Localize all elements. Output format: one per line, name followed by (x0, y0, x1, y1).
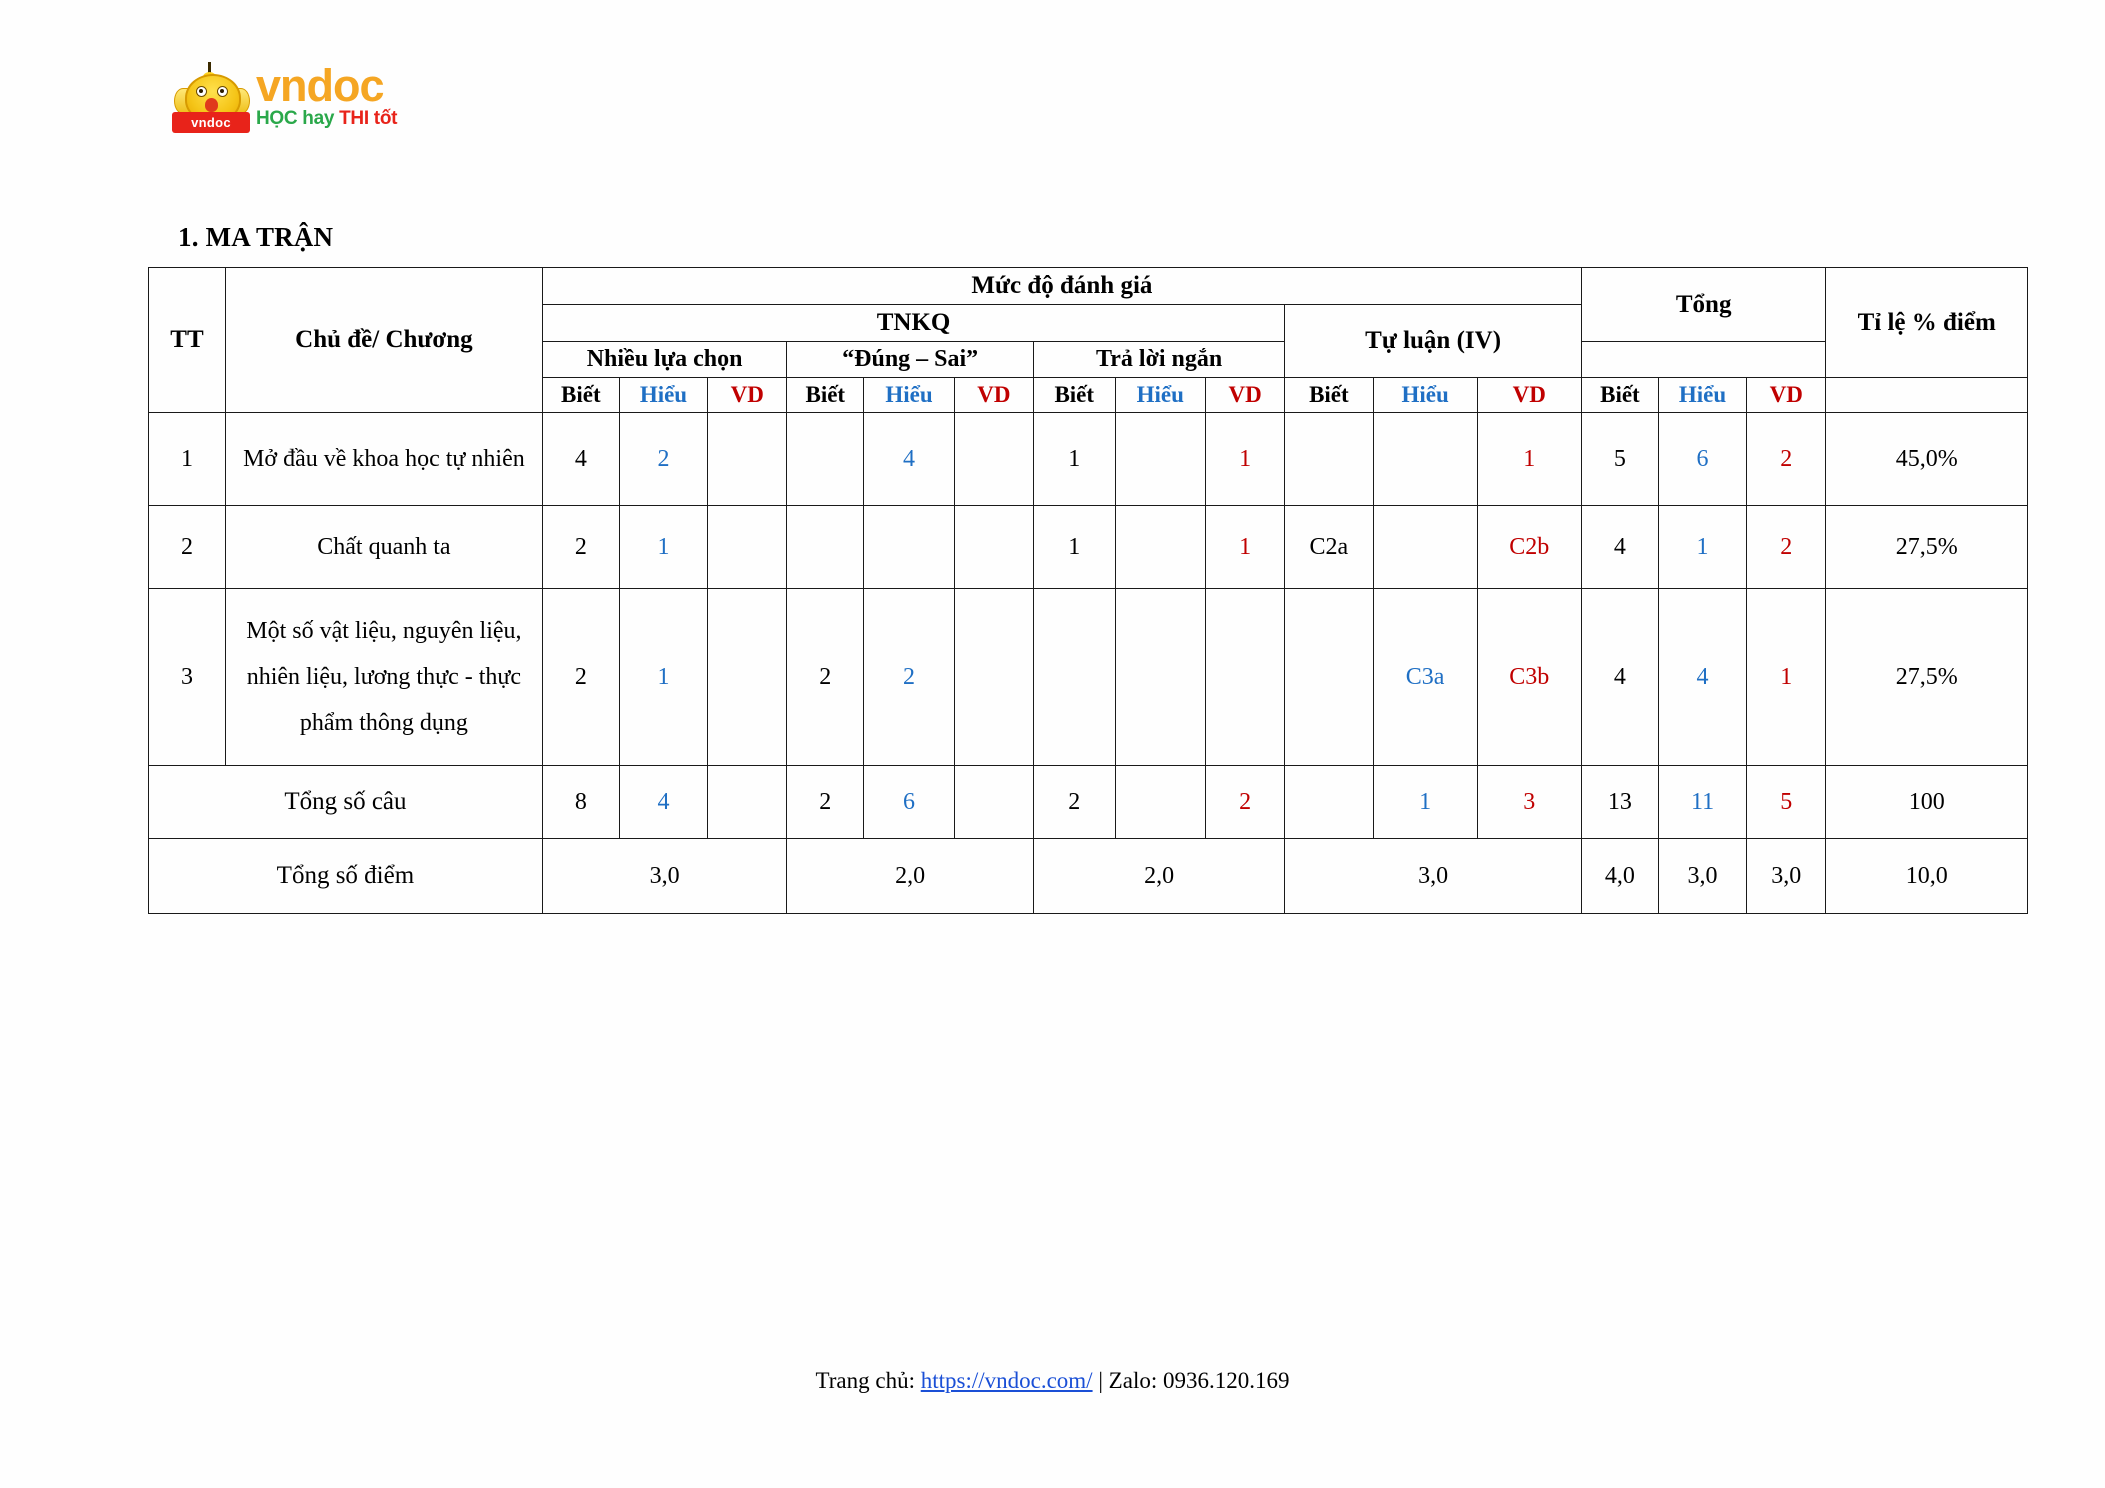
total-sa-hieu (1115, 766, 1206, 839)
table-row (149, 506, 2028, 589)
cell-tl-biet: C2a (1285, 506, 1373, 589)
row-topic: Một số vật liệu, nguyên liệu, nhiên liệu, lương thực - thực phẩm thông dụng (225, 589, 542, 766)
total-points-label: Tổng số điểm (149, 839, 543, 914)
table-body (149, 413, 2028, 914)
header-ti-le-diem: Tỉ lệ % điểm (1826, 268, 2028, 378)
header-mc-hieu: Hiểu (619, 378, 707, 413)
page-footer (0, 1368, 2105, 1394)
header-tong-spacer (1581, 342, 1825, 378)
cell-total-hieu: 1 (1658, 506, 1746, 589)
total-mc-biet: 8 (542, 766, 619, 839)
cell-ratio: 45,0% (1826, 413, 2028, 506)
cell-tl-vd: C2b (1477, 506, 1581, 589)
cell-mc-hieu: 2 (619, 413, 707, 506)
header-mc-vd: VD (708, 378, 787, 413)
footer-suffix: | Zalo: 0936.120.169 (1092, 1368, 1290, 1393)
cell-ds-vd (954, 589, 1033, 766)
footer-link[interactable]: https://vndoc.com/ (920, 1368, 1093, 1393)
total-ds-hieu: 6 (864, 766, 955, 839)
cell-mc-hieu: 1 (619, 589, 707, 766)
logo-tagline-red: THI tốt (339, 108, 398, 129)
total-sa-vd: 2 (1206, 766, 1285, 839)
cell-sa-vd: 1 (1206, 506, 1285, 589)
cell-sa-biet: 1 (1034, 413, 1115, 506)
points-tong-vd: 3,0 (1747, 839, 1826, 914)
cell-ds-hieu (864, 506, 955, 589)
header-total-biet: Biết (1581, 378, 1658, 413)
cell-mc-vd (708, 589, 787, 766)
section-heading: 1. MA TRẬN (178, 222, 334, 252)
vndoc-logo (172, 62, 397, 134)
header-tt: TT (149, 268, 226, 413)
cell-total-hieu: 6 (1658, 413, 1746, 506)
cell-total-vd: 1 (1747, 589, 1826, 766)
header-ds-biet: Biết (787, 378, 864, 413)
cell-mc-vd (708, 506, 787, 589)
matrix-table (148, 267, 2028, 914)
points-tong-biet: 4,0 (1581, 839, 1658, 914)
cell-sa-hieu (1115, 506, 1206, 589)
header-dung-sai: “Đúng – Sai” (787, 342, 1034, 378)
mascot-eye-right-icon (217, 86, 228, 97)
cell-ds-hieu: 2 (864, 589, 955, 766)
cell-mc-biet: 2 (542, 506, 619, 589)
cell-mc-vd (708, 413, 787, 506)
total-mc-vd (708, 766, 787, 839)
header-ds-vd: VD (954, 378, 1033, 413)
header-total-hieu: Hiểu (1658, 378, 1746, 413)
mascot-mouth-icon (205, 98, 218, 112)
cell-tl-biet (1285, 589, 1373, 766)
mascot-banner (172, 112, 250, 133)
total-ratio: 100 (1826, 766, 2028, 839)
total-tl-hieu: 1 (1373, 766, 1477, 839)
cell-sa-vd: 1 (1206, 413, 1285, 506)
mascot-icon (172, 62, 250, 134)
row-index: 2 (149, 506, 226, 589)
row-topic: Mở đầu về khoa học tự nhiên (225, 413, 542, 506)
cell-sa-biet: 1 (1034, 506, 1115, 589)
cell-sa-biet (1034, 589, 1115, 766)
row-index: 1 (149, 413, 226, 506)
cell-mc-hieu: 1 (619, 506, 707, 589)
header-tl-vd: VD (1477, 378, 1581, 413)
header-mc-biet: Biết (542, 378, 619, 413)
cell-tl-vd: 1 (1477, 413, 1581, 506)
header-tong: Tổng (1581, 268, 1825, 342)
cell-total-biet: 5 (1581, 413, 1658, 506)
points-tra-loi-ngan: 2,0 (1034, 839, 1285, 914)
header-ds-hieu: Hiểu (864, 378, 955, 413)
cell-ratio: 27,5% (1826, 589, 2028, 766)
total-tl-biet (1285, 766, 1373, 839)
cell-sa-hieu (1115, 589, 1206, 766)
cell-tl-hieu: C3a (1373, 589, 1477, 766)
total-ds-vd (954, 766, 1033, 839)
total-total-biet: 13 (1581, 766, 1658, 839)
logo-tagline-green: HỌC hay (256, 108, 335, 129)
logo-text (256, 60, 398, 129)
header-tl-biet: Biết (1285, 378, 1373, 413)
table-header-row-1 (149, 268, 2028, 305)
cell-total-vd: 2 (1747, 506, 1826, 589)
header-muc-do-danh-gia: Mức độ đánh giá (542, 268, 1581, 305)
points-total: 10,0 (1826, 839, 2028, 914)
cell-sa-vd (1206, 589, 1285, 766)
cell-tl-hieu (1373, 413, 1477, 506)
header-ti-le-spacer (1826, 378, 2028, 413)
cell-mc-biet: 4 (542, 413, 619, 506)
cell-ds-vd (954, 413, 1033, 506)
table-row (149, 413, 2028, 506)
mascot-eye-left-icon (196, 86, 207, 97)
cell-total-vd: 2 (1747, 413, 1826, 506)
total-tl-vd: 3 (1477, 766, 1581, 839)
cell-ds-biet (787, 506, 864, 589)
cell-ds-vd (954, 506, 1033, 589)
cell-sa-hieu (1115, 413, 1206, 506)
cell-ds-biet: 2 (787, 589, 864, 766)
header-total-vd: VD (1747, 378, 1826, 413)
points-dung-sai: 2,0 (787, 839, 1034, 914)
logo-tagline (256, 109, 397, 129)
cell-total-biet: 4 (1581, 589, 1658, 766)
cell-total-biet: 4 (1581, 506, 1658, 589)
header-sa-biet: Biết (1034, 378, 1115, 413)
total-total-hieu: 11 (1658, 766, 1746, 839)
total-questions-row (149, 766, 2028, 839)
total-sa-biet: 2 (1034, 766, 1115, 839)
row-topic: Chất quanh ta (225, 506, 542, 589)
cell-tl-hieu (1373, 506, 1477, 589)
header-tu-luan: Tự luận (IV) (1285, 305, 1582, 378)
header-tra-loi-ngan: Trả lời ngắn (1034, 342, 1285, 378)
logo-wordmark: vndoc (256, 60, 384, 111)
total-points-row (149, 839, 2028, 914)
cell-ds-biet (787, 413, 864, 506)
header-tnkq: TNKQ (542, 305, 1284, 342)
total-questions-label: Tổng số câu (149, 766, 543, 839)
header-sa-vd: VD (1206, 378, 1285, 413)
points-nhieu-lua-chon: 3,0 (542, 839, 786, 914)
header-topic: Chủ đề/ Chương (225, 268, 542, 413)
total-ds-biet: 2 (787, 766, 864, 839)
cell-ds-hieu: 4 (864, 413, 955, 506)
footer-prefix: Trang chủ: (815, 1368, 921, 1393)
points-tong-hieu: 3,0 (1658, 839, 1746, 914)
row-index: 3 (149, 589, 226, 766)
cell-total-hieu: 4 (1658, 589, 1746, 766)
total-mc-hieu: 4 (619, 766, 707, 839)
cell-ratio: 27,5% (1826, 506, 2028, 589)
header-tl-hieu: Hiểu (1373, 378, 1477, 413)
table-row (149, 589, 2028, 766)
cell-mc-biet: 2 (542, 589, 619, 766)
header-sa-hieu: Hiểu (1115, 378, 1206, 413)
cell-tl-biet (1285, 413, 1373, 506)
total-total-vd: 5 (1747, 766, 1826, 839)
points-tu-luan: 3,0 (1285, 839, 1582, 914)
mascot-banner-label: vndoc (191, 115, 231, 130)
cell-tl-vd: C3b (1477, 589, 1581, 766)
header-nhieu-lua-chon: Nhiều lựa chọn (542, 342, 786, 378)
